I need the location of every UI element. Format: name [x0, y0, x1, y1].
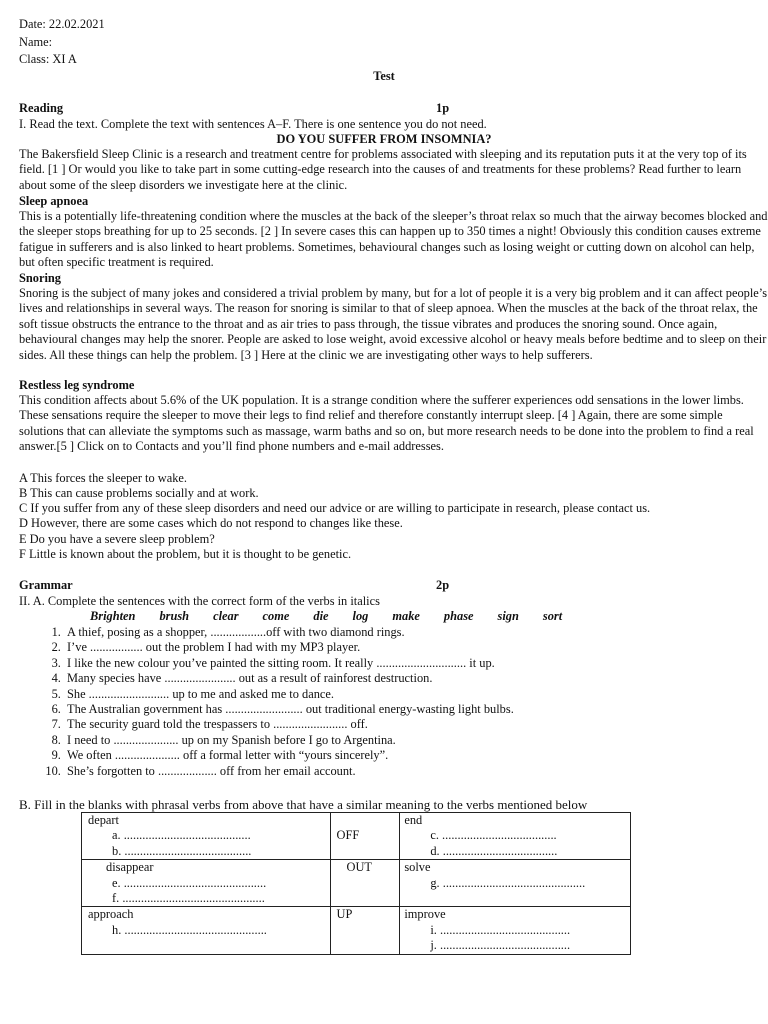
- blank-g: g. ..............................................: [430, 875, 586, 890]
- option-a: A This forces the sleeper to wake.: [19, 471, 188, 485]
- list-item: 8. I need to ..................... up on my Spanish before I go to Argentina.: [64, 733, 764, 748]
- verb-word: come: [262, 609, 290, 623]
- table-cell: [330, 907, 400, 954]
- cell-label: improve: [404, 907, 446, 922]
- verb-word: log: [352, 609, 369, 623]
- blank-h: h. ..............................................: [112, 922, 267, 937]
- table-row: [82, 813, 631, 860]
- grammar-points: 2p: [436, 578, 450, 592]
- table-cell: [82, 813, 331, 860]
- option-f: F Little is known about the problem, but it is thought to be genetic.: [19, 547, 352, 561]
- blank-c: c. .....................................: [430, 828, 557, 843]
- blank-b: b. .........................................: [112, 843, 252, 858]
- list-item: 6. The Australian government has ......................... out traditional energy-wasting light bulbs.: [64, 702, 764, 717]
- blank-j: j. ..........................................: [430, 938, 571, 953]
- verb-word: sort: [542, 609, 563, 623]
- verb-list: [90, 609, 586, 624]
- section-title-restless-leg: Restless leg syndrome: [19, 378, 135, 392]
- blank-a: a. .........................................: [112, 828, 251, 843]
- particle-label: UP: [336, 907, 353, 922]
- table-cell: [82, 907, 331, 954]
- table-row: [82, 860, 631, 907]
- phrasal-verb-table: [81, 812, 631, 955]
- reading-heading: Reading: [19, 101, 64, 115]
- verb-word: die: [313, 609, 329, 623]
- table-cell: [400, 813, 631, 860]
- verb-word: Brighten: [90, 609, 136, 623]
- table-cell: [82, 860, 331, 907]
- table-cell: [330, 860, 400, 907]
- reading-points: 1p: [436, 101, 450, 115]
- date-line: Date: 22.02.2021: [19, 17, 105, 31]
- verb-word: make: [392, 609, 420, 623]
- verb-word: sign: [497, 609, 519, 623]
- list-item: 3. I like the new colour you’ve painted the sitting room. It really ............................. it up.: [64, 656, 764, 671]
- cell-label: end: [404, 813, 423, 827]
- cell-label: disappear: [106, 860, 154, 875]
- list-item: 5. She .......................... up to me and asked me to dance.: [64, 687, 764, 702]
- name-line: Name:: [19, 35, 53, 49]
- table-cell: [330, 813, 400, 860]
- table-cell: [400, 860, 631, 907]
- particle-label: OFF: [336, 828, 360, 842]
- option-b: B This can cause problems socially and at work.: [19, 486, 259, 500]
- cell-label: approach: [88, 907, 134, 922]
- list-item: 1. A thief, posing as a shopper, ..................off with two diamond rings.: [64, 625, 764, 640]
- grammar-sentences: [19, 625, 764, 779]
- section-title-sleep-apnoea: Sleep apnoea: [19, 194, 89, 208]
- section-title-snoring: Snoring: [19, 271, 62, 285]
- table-row: [82, 907, 631, 954]
- section-text-restless-leg: This condition affects about 5.6% of the UK population. It is a strange condition where the sufferer experiences odd sensations in the lower limbs. These sensations require the sleeper to move their legs to find relief and therefore constantly interrupt sleep. [4 ] Again, there are some simple solutions that can alleviate the symptoms such as massage, warm baths and so on, but more research needs to be done into the problem to find a real answer.[5 ] Click on to Contacts and you’ll find phone numbers and e-mail addresses.: [19, 393, 754, 454]
- blank-f: f. ..............................................: [112, 891, 265, 906]
- verb-word: clear: [213, 609, 239, 623]
- particle-label: OUT: [346, 860, 372, 875]
- class-line: Class: XI A: [19, 52, 77, 66]
- list-item: 2. I’ve ................. out the problem I had with my MP3 player.: [64, 640, 764, 655]
- verb-word: phase: [443, 609, 474, 623]
- option-e: E Do you have a severe sleep problem?: [19, 532, 215, 546]
- grammar-instruction-a: II. A. Complete the sentences with the correct form of the verbs in italics: [19, 594, 380, 608]
- cell-label: depart: [88, 813, 119, 827]
- option-d: D However, there are some cases which do not respond to changes like these.: [19, 516, 403, 530]
- list-item: 7. The security guard told the trespassers to ........................ off.: [64, 717, 764, 732]
- list-item: 9. We often ..................... off a formal letter with “yours sincerely”.: [64, 748, 764, 763]
- blank-d: d. .....................................: [430, 843, 558, 858]
- list-item: 4. Many species have ....................... out as a result of rainforest destruction.: [64, 671, 764, 686]
- table-cell: [400, 907, 631, 954]
- blank-e: e. ..............................................: [112, 875, 267, 890]
- cell-label: solve: [404, 860, 431, 875]
- test-title: Test: [373, 69, 395, 83]
- grammar-heading: Grammar: [19, 578, 73, 592]
- list-item: 10. She’s forgotten to ................... off from her email account.: [64, 764, 764, 779]
- option-c: C If you suffer from any of these sleep disorders and need our advice or are willing to participate in research, please contact us.: [19, 501, 651, 515]
- verb-word: brush: [159, 609, 190, 623]
- grammar-instruction-b: B. Fill in the blanks with phrasal verbs from above that have a similar meaning to the verbs mentioned below: [19, 797, 588, 812]
- article-intro: The Bakersfield Sleep Clinic is a research and treatment centre for problems associated with sleeping and its reputation puts it at the very top of its field. [1 ] Or would you like to take part in some cutting-edge research into the causes of and treatments for these problems? Read further to learn about some of the sleep disorders we investigate here at the clinic.: [19, 147, 747, 192]
- section-text-sleep-apnoea: This is a potentially life-threatening condition where the muscles at the back of the sleeper’s throat relax so much that the airway becomes blocked and the sleeper stops breathing for up to 25 seconds. [2 ] In severe cases this can happen up to 350 times a night! Obviously this condition causes extreme fatigue in sufferers and is also linked to heart problems. Sometimes, behavioural changes such as losing weight or cutting down on alcohol can help, but often specific treatment is required.: [19, 209, 768, 270]
- section-text-snoring: Snoring is the subject of many jokes and considered a trivial problem by many, but for a lot of people it is a very big problem and it can affect people’s lives and relationships in several ways. The reason for snoring is similar to that of sleep apnoea. When the muscles at the back of the throat relax, the soft tissue obstructs the entrance to the throat and as air tries to pass through, the tissue vibrates and produces the snoring sound. Once again, behavioural changes may help the snorer. People are asked to lose weight, avoid excessive alcohol or heavy meals before bedtime and to sleep on their sides. All these things can help the problem. [3 ] Here at the clinic we are investigating other ways to help sufferers.: [19, 286, 768, 362]
- article-title: DO YOU SUFFER FROM INSOMNIA?: [276, 132, 492, 146]
- blank-i: i. ..........................................: [430, 922, 571, 937]
- reading-instruction: I. Read the text. Complete the text with sentences A–F. There is one sentence you do not need.: [19, 117, 487, 131]
